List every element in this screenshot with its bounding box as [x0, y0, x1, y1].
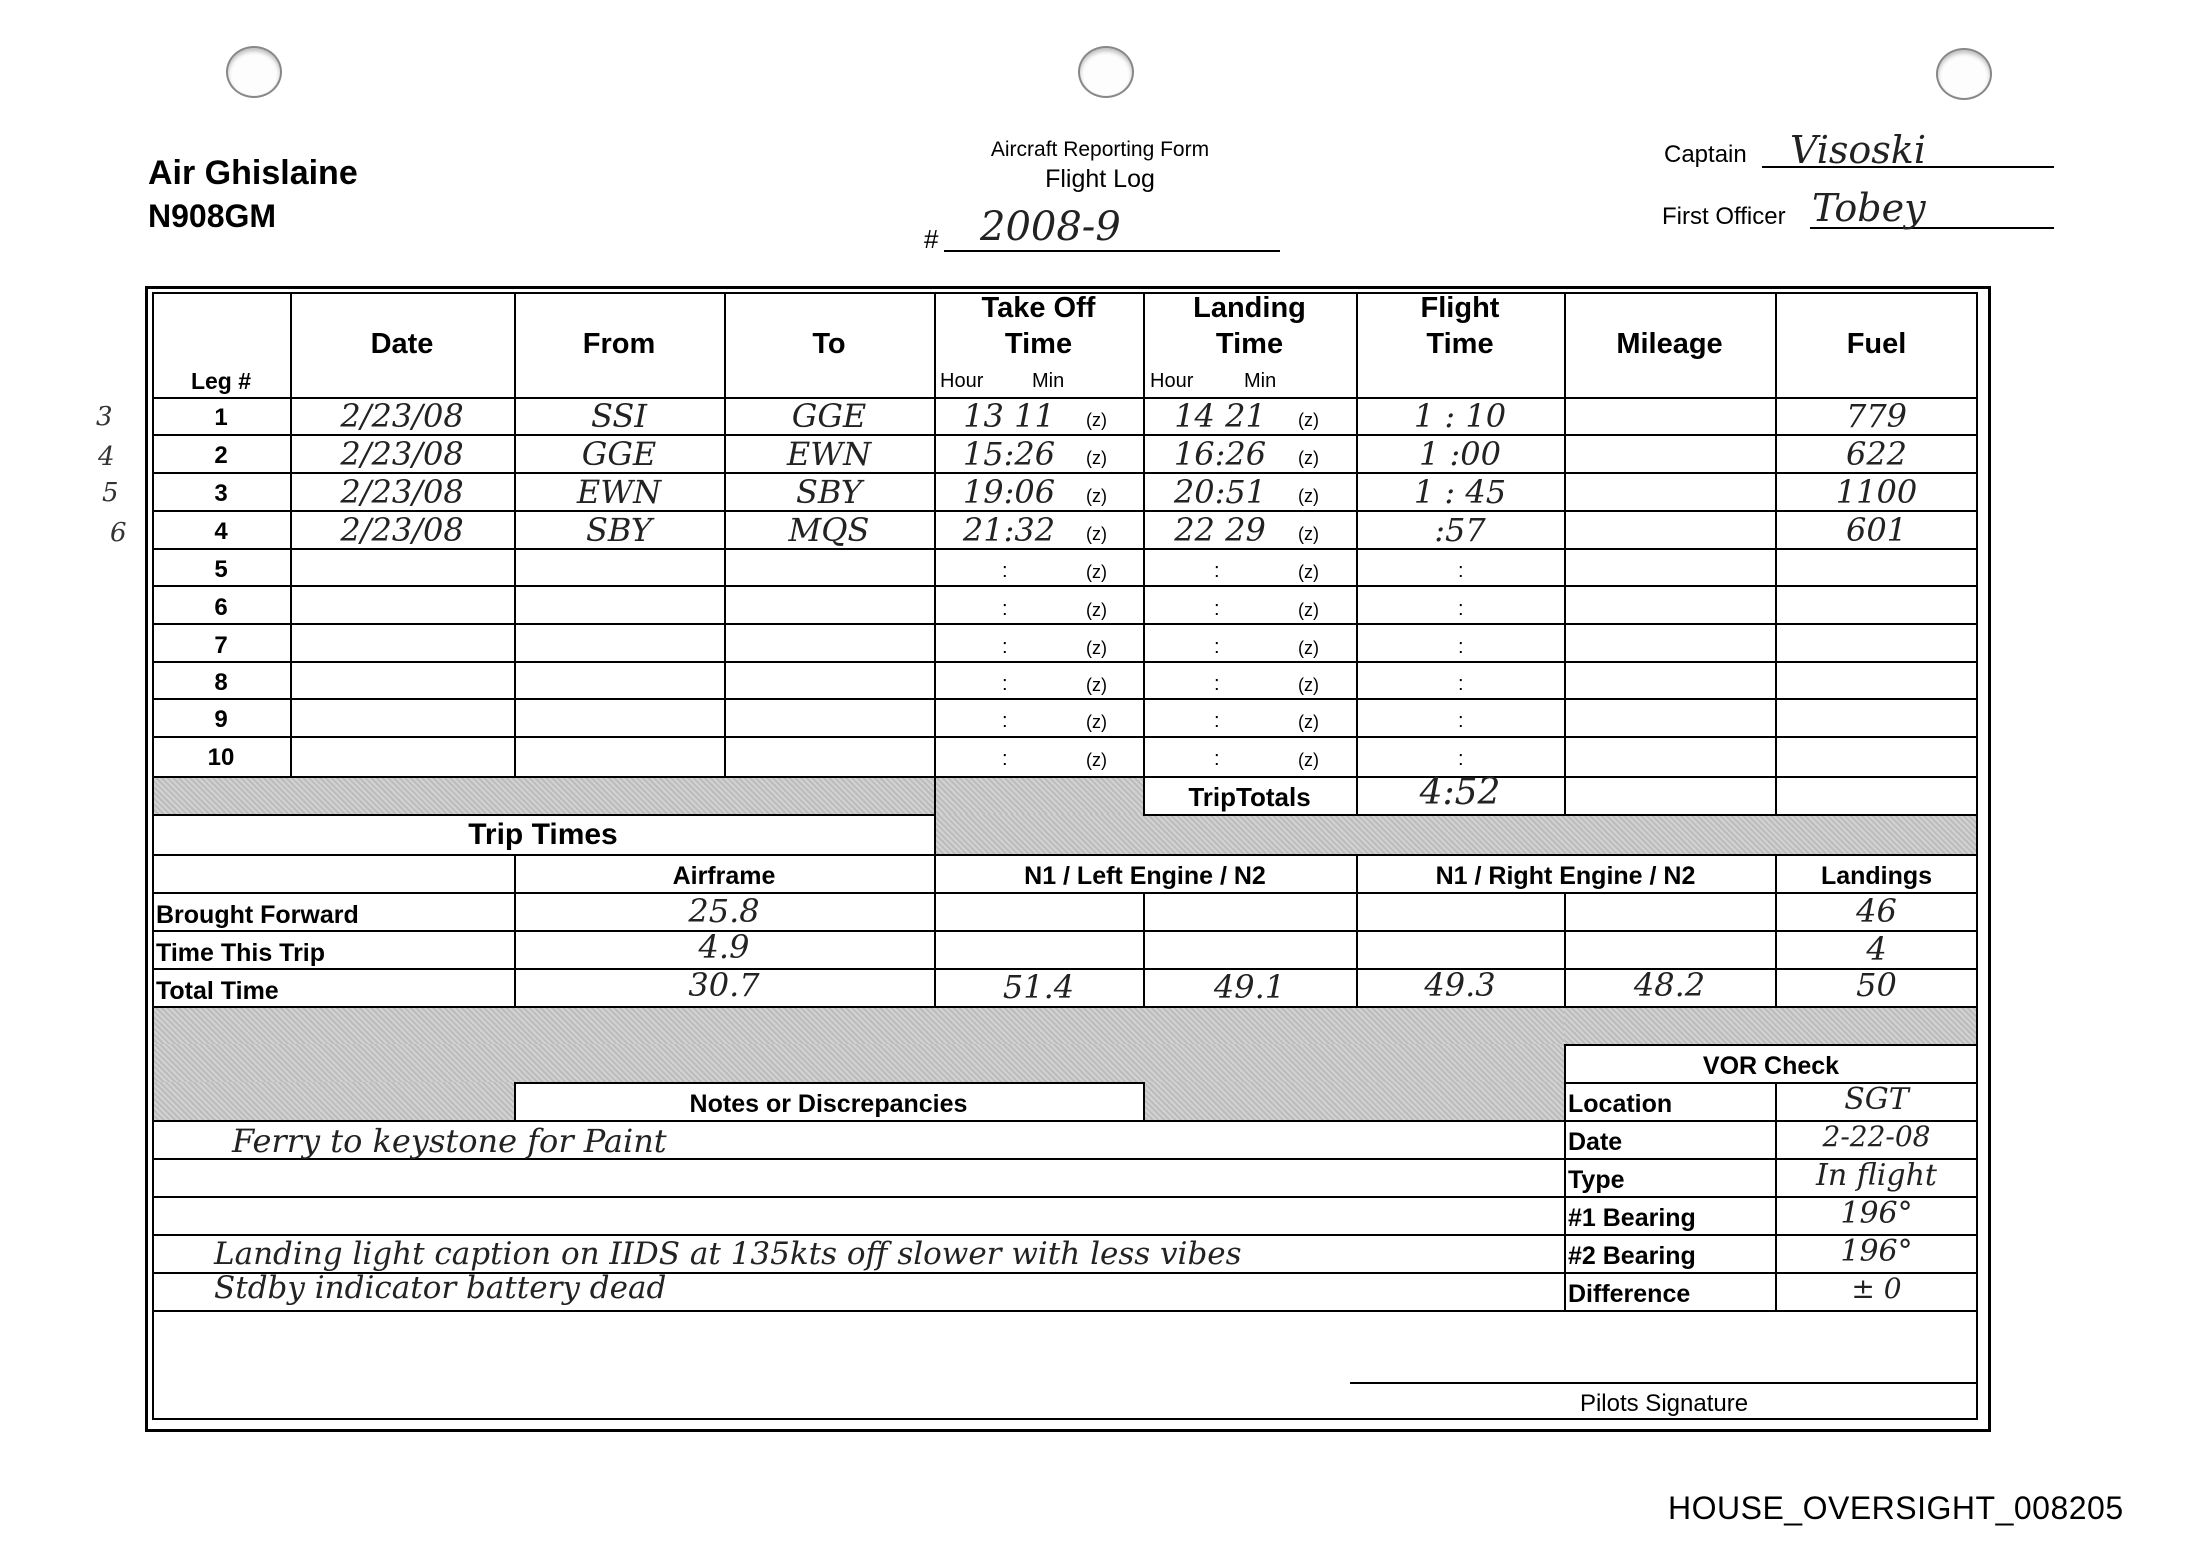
tail-number: N908GM: [148, 198, 277, 234]
time-colon: :: [1458, 636, 1464, 658]
vor-value: 196°: [1840, 1196, 1913, 1231]
header-fuel: Fuel: [1846, 328, 1907, 360]
left-engine-header: N1 / Left Engine / N2: [1024, 862, 1266, 890]
time-colon: :: [1458, 710, 1464, 732]
header-min: Min: [1244, 370, 1277, 392]
right-engine-header: N1 / Right Engine / N2: [1435, 862, 1696, 890]
leg-date: 2/23/08: [340, 397, 464, 435]
time-colon: :: [1458, 748, 1464, 770]
trip-times-label: Time This Trip: [156, 939, 326, 967]
leg-number: 3: [214, 480, 228, 507]
time-colon: :: [1214, 710, 1220, 732]
vor-check-title: VOR Check: [1702, 1052, 1840, 1080]
header-leg: Leg #: [190, 368, 252, 394]
zulu-marker: (z): [1298, 638, 1319, 658]
leg-flight-time: 1 : 10: [1413, 397, 1507, 435]
shaded-band: [154, 1044, 1564, 1082]
leg-flight-time: 1 :00: [1418, 435, 1502, 473]
leg-fuel: 601: [1845, 511, 1908, 549]
punch-hole-left: [226, 46, 282, 98]
vor-label: Location: [1568, 1090, 1673, 1118]
time-colon: :: [1458, 598, 1464, 620]
airframe-value: 4.9: [698, 928, 750, 966]
leg-from: GGE: [581, 435, 657, 473]
zulu-marker: (z): [1086, 524, 1107, 544]
header-min: Min: [1032, 370, 1065, 392]
leg-flight-time: 1 : 45: [1413, 473, 1507, 511]
header-from: From: [582, 328, 656, 360]
margin-note: 5: [102, 478, 119, 508]
number-label: #: [924, 224, 939, 254]
margin-note: 6: [110, 518, 127, 548]
leg-date: 2/23/08: [340, 435, 464, 473]
vor-label: Date: [1568, 1128, 1623, 1156]
zulu-marker: (z): [1298, 562, 1319, 582]
time-colon: :: [1002, 710, 1008, 732]
leg-to: EWN: [786, 435, 872, 473]
vor-value: 2-22-08: [1822, 1120, 1931, 1153]
header-flight-1: Flight: [1420, 292, 1500, 324]
leg-fuel: 622: [1845, 435, 1908, 473]
header-to: To: [812, 328, 846, 360]
first-officer-name: Tobey: [1812, 186, 1926, 230]
leg-number: 7: [214, 632, 228, 659]
time-colon: :: [1002, 636, 1008, 658]
leg-fuel: 779: [1845, 397, 1908, 435]
leg-number: 10: [207, 744, 235, 771]
zulu-marker: (z): [1086, 675, 1107, 695]
zulu-marker: (z): [1086, 712, 1107, 732]
time-colon: :: [1214, 560, 1220, 582]
trip-times-label: Total Time: [156, 977, 279, 1005]
airframe-value: 30.7: [688, 966, 760, 1004]
leg-to: GGE: [791, 397, 867, 435]
form-subtitle: Flight Log: [1045, 165, 1155, 193]
leg-landing: 16:26: [1173, 435, 1267, 473]
leg-takeoff: 15:26: [962, 435, 1056, 473]
zulu-marker: (z): [1298, 448, 1319, 468]
time-colon: :: [1002, 560, 1008, 582]
leg-number: 4: [214, 518, 228, 545]
leg-fuel: 1100: [1835, 473, 1918, 511]
zulu-marker: (z): [1086, 600, 1107, 620]
document-id: HOUSE_OVERSIGHT_008205: [1668, 1490, 2124, 1526]
leg-date: 2/23/08: [340, 473, 464, 511]
pilots-signature-label: Pilots Signature: [1579, 1390, 1749, 1417]
zulu-marker: (z): [1298, 675, 1319, 695]
vor-label: Type: [1568, 1166, 1625, 1194]
vor-label: Difference: [1568, 1280, 1691, 1308]
punch-hole-right: [1936, 48, 1992, 100]
zulu-marker: (z): [1298, 410, 1319, 430]
leg-flight-time: :57: [1434, 511, 1486, 549]
trip-totals-label: TripTotals: [1188, 782, 1311, 812]
header-takeoff-1: Take Off: [981, 292, 1096, 324]
leg-number: 5: [214, 556, 228, 583]
time-colon: :: [1214, 636, 1220, 658]
zulu-marker: (z): [1086, 750, 1107, 770]
leg-takeoff: 19:06: [962, 473, 1056, 511]
vor-value: ± 0: [1851, 1272, 1902, 1305]
leg-landing: 14 21: [1174, 397, 1266, 435]
trip-times-title: Trip Times: [468, 818, 618, 851]
time-colon: :: [1214, 598, 1220, 620]
landings-value: 4: [1866, 930, 1887, 968]
note-line: Landing light caption on IIDS at 135kts off slower with less vibes: [214, 1236, 1242, 1272]
leg-landing: 22 29: [1174, 511, 1266, 549]
margin-note: 4: [98, 442, 115, 472]
leg-from: SBY: [586, 511, 652, 549]
time-colon: :: [1458, 673, 1464, 695]
vor-value: SGT: [1844, 1082, 1909, 1117]
leg-from: SSI: [591, 397, 647, 435]
time-colon: :: [1002, 748, 1008, 770]
zulu-marker: (z): [1298, 486, 1319, 506]
zulu-marker: (z): [1086, 410, 1107, 430]
left-n1-value: 51.4: [1002, 968, 1075, 1006]
time-colon: :: [1214, 673, 1220, 695]
zulu-marker: (z): [1298, 712, 1319, 732]
leg-number: 8: [214, 669, 228, 696]
vor-value: 196°: [1840, 1234, 1913, 1269]
notes-title: Notes or Discrepancies: [689, 1090, 968, 1118]
punch-hole-center: [1078, 46, 1134, 98]
airframe-header: Airframe: [672, 862, 776, 890]
zulu-marker: (z): [1086, 638, 1107, 658]
company-name: Air Ghislaine: [148, 154, 358, 192]
leg-number: 6: [214, 594, 228, 621]
airframe-value: 25.8: [688, 892, 760, 930]
form-title: Aircraft Reporting Form: [990, 138, 1210, 161]
header-date: Date: [370, 328, 434, 360]
leg-number: 2: [214, 442, 228, 469]
leg-takeoff: 21:32: [962, 511, 1056, 549]
header-takeoff-2: Time: [1004, 328, 1073, 360]
note-line: Stdby indicator battery dead: [214, 1270, 667, 1306]
leg-to: MQS: [788, 511, 870, 549]
left-n2-value: 49.1: [1213, 968, 1286, 1006]
time-colon: :: [1002, 673, 1008, 695]
time-colon: :: [1458, 560, 1464, 582]
shaded-band: [154, 1082, 514, 1120]
leg-landing: 20:51: [1173, 473, 1267, 511]
header-hour: Hour: [1150, 370, 1194, 392]
leg-takeoff: 13 11: [963, 397, 1055, 435]
right-n1-value: 49.3: [1424, 966, 1496, 1004]
vor-label: #2 Bearing: [1568, 1242, 1696, 1270]
header-mileage: Mileage: [1616, 328, 1723, 360]
landings-header: Landings: [1820, 862, 1933, 890]
shaded-band: [154, 778, 1144, 814]
time-colon: :: [1214, 748, 1220, 770]
trip-totals-value: 4:52: [1419, 772, 1501, 813]
margin-note: 3: [96, 402, 113, 432]
note-line: Ferry to keystone for Paint: [232, 1122, 667, 1160]
first-officer-label: First Officer: [1662, 203, 1786, 230]
number-underline: [944, 250, 1280, 252]
landings-value: 50: [1856, 966, 1897, 1004]
leg-date: 2/23/08: [340, 511, 464, 549]
header-landing-1: Landing: [1193, 292, 1306, 324]
zulu-marker: (z): [1298, 524, 1319, 544]
header-landing-2: Time: [1215, 328, 1284, 360]
captain-label: Captain: [1664, 141, 1747, 168]
leg-to: SBY: [796, 473, 862, 511]
leg-from: EWN: [576, 473, 662, 511]
zulu-marker: (z): [1086, 486, 1107, 506]
landings-value: 46: [1856, 892, 1897, 930]
shaded-band: [1143, 1082, 1564, 1120]
vor-label: #1 Bearing: [1568, 1204, 1696, 1232]
vor-value: In flight: [1816, 1158, 1937, 1193]
shaded-band: [1564, 1006, 1976, 1044]
zulu-marker: (z): [1086, 448, 1107, 468]
right-n2-value: 48.2: [1633, 966, 1706, 1004]
header-hour: Hour: [940, 370, 984, 392]
captain-name: Visoski: [1790, 128, 1926, 172]
shaded-band: [934, 814, 1976, 854]
leg-number: 1: [214, 404, 228, 431]
trip-times-label: Brought Forward: [156, 901, 359, 929]
zulu-marker: (z): [1298, 600, 1319, 620]
leg-number: 9: [214, 706, 228, 733]
zulu-marker: (z): [1298, 750, 1319, 770]
header-flight-2: Time: [1426, 328, 1494, 360]
flight-log-number: 2008-9: [980, 204, 1121, 250]
time-colon: :: [1002, 598, 1008, 620]
zulu-marker: (z): [1086, 562, 1107, 582]
